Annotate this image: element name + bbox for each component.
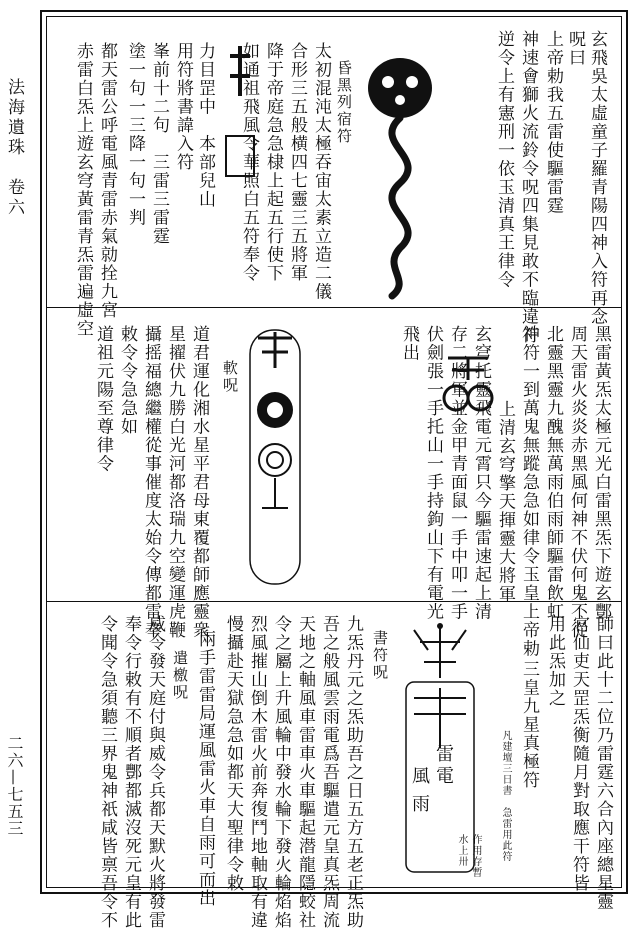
s3-body-col-1: 九炁丹元之炁助吾之日五方五老正炁助 — [343, 615, 363, 930]
s3-col-2: 官仙吏天罡炁衡隨月對取應干符皆 — [569, 615, 589, 893]
s2-col-7: 存二將軍並金甲青面鼠一手中叩一手 — [447, 325, 467, 621]
s3-body-col-3: 天地之軸風車雷車火車驅起潜龍隱蛟社 — [295, 615, 315, 930]
s2-left-col-5: 道祖元陽至尊律令 — [93, 325, 113, 473]
fire-talisman-icon — [248, 328, 302, 588]
talisman-char-wind: 風 — [412, 766, 430, 787]
s3-col-4: 三皇九星真極符 — [519, 660, 539, 790]
s3-col-5: 凡建壇三日書 急雷用此符 — [500, 730, 511, 862]
s2-col-1: 黑雷黃炁太極元光白雷黑炁下遊玄酆 — [591, 325, 611, 621]
s3-body-col-5: 烈風摧山倒木雷火前奔復鬥地軸取有違 — [247, 615, 267, 930]
s3-body-col-9: 威令發天庭付與威令兵都天默火將發雷 — [145, 615, 165, 930]
s1-left-col-4: 如通祖飛風令華照白五符奉令 — [239, 42, 259, 283]
s1-col-2: 呪曰 — [565, 30, 585, 67]
s1-left-col-9: 都天雷公呼電風青雷赤氣勍拴九宮 — [97, 42, 117, 320]
s1-left-col-3: 降于帝庭急急棣上起五行使下 — [263, 42, 283, 283]
s3-col-3: 用此炁加之 — [545, 615, 565, 708]
s2-col-3: 北靈黑靈九醜無萬雨伯雨師驅雷飲虹 — [543, 325, 563, 621]
s2-col-8: 伏劍張一手托山一手持鉤山下有電光 — [423, 325, 443, 621]
s1-col-3: 上帝勅我五雷使驅雷霆 — [543, 30, 563, 215]
s2-left-col-4: 敕令令急急如 — [117, 325, 137, 436]
s3-body-col-6: 慢攝赴天獄急急如都天大聖律令敕 — [223, 615, 243, 893]
s2-talisman-title: 軟呪 — [221, 360, 239, 394]
s1-left-col-10: 赤雷白炁上遊玄穹黃雷青炁雷遍虛空 — [73, 42, 93, 338]
s1-col-4: 神速會獅火流鈴令呪四集見敢不臨違符 — [518, 30, 538, 345]
s1-col-1: 玄飛吳太虛童子羅青陽四神入符再念 — [587, 30, 607, 326]
s1-left-col-7: 峯前十二句 三雷三雷霆 — [149, 42, 169, 246]
s1-left-col-1: 太初混沌太極吞宙太素立造二儀 — [311, 42, 331, 301]
s2-col-4: 神符一到萬鬼無蹤急急如律令玉皇上帝勅 — [519, 325, 539, 658]
talisman-char-lightning: 電 — [436, 766, 454, 787]
s3-talisman-note-2: 水上卅 — [456, 834, 467, 867]
s1-left-col-5: 力目罡中 本部兒山 — [195, 42, 215, 209]
s2-left-col-3: 攝摇福總繼權從事催度太始令傳都雷奉 — [141, 325, 161, 640]
s2-col-2: 周天雷火炎炎赤黑風何神不伏何鬼不從 — [567, 325, 587, 640]
s3-body-col-2: 吾之般風雲雨電爲吾驅遣元皇真炁周流 — [319, 615, 339, 930]
s1-left-col-2: 合形三五般横四七靈三五將軍 — [287, 42, 307, 283]
s3-talisman-note-1: 作用存暫 — [470, 834, 481, 878]
s3-col-1: 師曰此十二位乃雷霆六合內座總星靈 — [593, 615, 613, 911]
s3-body-col-7: 兩手雷雷局運風雷火車自雨可而出 — [195, 630, 215, 908]
s2-left-col-2: 星擢伏九勝白光河都洛瑞九空變運虎鞭 — [165, 325, 185, 640]
s2-left-col-1: 道君運化湘水星平君母東覆都師應靈衆 — [189, 325, 209, 640]
talisman-char-thunder: 雷 — [436, 744, 454, 765]
s2-col-5: 上清玄穹擎天揮靈大將軍 — [495, 400, 515, 604]
talisman-char-rain: 雨 — [412, 794, 430, 815]
s2-col-6: 玄穹托靈飛電元霄只今驅雷速起上清 — [471, 325, 491, 621]
s1-left-col-6: 用符將書諱入符 — [173, 42, 193, 172]
serpent-talisman-icon — [362, 48, 438, 300]
book-title: 法海遺珠 卷六 — [4, 78, 24, 218]
s3-body-col-8: 遣檄呪 — [171, 650, 189, 701]
s1-left-col-8: 塗一句一三降一句一判 — [125, 42, 145, 227]
s1-col-5: 逆令上有憲刑一依玉清真王律令 — [494, 30, 514, 289]
s1-talisman-title: 昏黑列宿符 — [335, 60, 353, 145]
s3-heading: 書符呪 — [371, 630, 389, 681]
s3-body-col-10: 奉令行敕有不順者酆都滅沒死元皇有此 — [121, 615, 141, 930]
s3-body-col-11: 令聞令急須聽三界鬼神祇咸皆禀吾令不 — [97, 615, 117, 930]
page-number: 二六—七五三 — [5, 735, 24, 837]
s2-col-9: 飛出 — [399, 325, 419, 362]
s3-body-col-4: 令之屬上升風輪中發水輪下發火輪焰焰 — [271, 615, 291, 930]
spirit-seal-icon — [220, 36, 260, 196]
